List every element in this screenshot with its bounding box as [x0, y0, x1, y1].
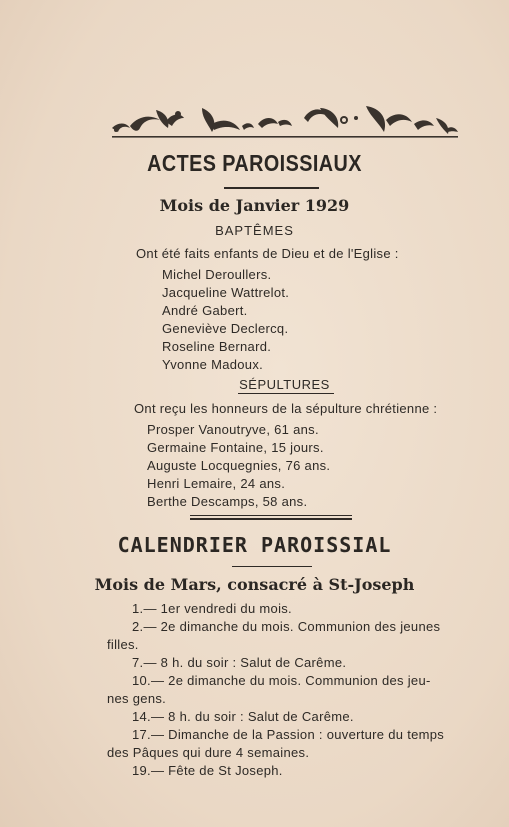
calendar-entry: 17.— Dimanche de la Passion : ouverture du temps — [132, 727, 445, 742]
sepulture-entry: Prosper Vanoutryve, 61 ans. — [147, 422, 319, 437]
bapteme-entry: Michel Deroullers. — [162, 267, 272, 282]
double-rule-top — [190, 515, 352, 516]
bapteme-entry: André Gabert. — [162, 303, 248, 318]
sepultures-intro: Ont reçu les honneurs de la sépulture chrétienne : — [134, 401, 438, 416]
calendar-entry: nes gens. — [107, 691, 167, 706]
bapteme-entry: Roseline Bernard. — [162, 339, 272, 354]
bapteme-entry: Geneviève Declercq. — [162, 321, 289, 336]
calendar-entry: 19.— Fête de St Joseph. — [132, 763, 283, 778]
bapteme-entry: Yvonne Madoux. — [162, 357, 264, 372]
bapteme-entry: Jacqueline Wattrelot. — [162, 285, 290, 300]
sepulture-entry: Berthe Descamps, 58 ans. — [147, 494, 308, 509]
calendar-entry: filles. — [107, 637, 139, 652]
floral-ornament — [108, 100, 464, 144]
title-underline — [224, 187, 319, 189]
calendar-entry: des Pâques qui dure 4 semaines. — [107, 745, 310, 760]
sepulture-entry: Germaine Fontaine, 15 jours. — [147, 440, 324, 455]
calendar-entry: 7.— 8 h. du soir : Salut de Carême. — [132, 655, 347, 670]
calendar-title-underline — [232, 566, 312, 567]
month-heading: Mois de Janvier 1929 — [159, 196, 350, 215]
calendar-entry: 14.— 8 h. du soir : Salut de Carême. — [132, 709, 354, 724]
calendar-title-text: CALENDRIER PAROISSIAL — [117, 533, 392, 557]
calendar-month-heading: Mois de Mars, consacré à St-Joseph — [94, 575, 415, 594]
sepulture-entry: Auguste Locquegnies, 76 ans. — [147, 458, 331, 473]
double-rule-bottom — [190, 518, 352, 520]
sepultures-heading: SÉPULTURES — [239, 377, 330, 392]
calendar-title — [0, 533, 509, 557]
calendar-entry: 10.— 2e dimanche du mois. Communion des jeu- — [132, 673, 431, 688]
calendar-entry: 1.— 1er vendredi du mois. — [132, 601, 292, 616]
sepultures-underline — [238, 393, 334, 394]
baptemes-intro: Ont été faits enfants de Dieu et de l'Eglise : — [136, 246, 399, 261]
page-title: ACTES PAROISSIAUX — [147, 150, 362, 176]
sepulture-entry: Henri Lemaire, 24 ans. — [147, 476, 286, 491]
calendar-entry: 2.— 2e dimanche du mois. Communion des jeunes — [132, 619, 441, 634]
baptemes-heading: BAPTÊMES — [215, 223, 294, 238]
